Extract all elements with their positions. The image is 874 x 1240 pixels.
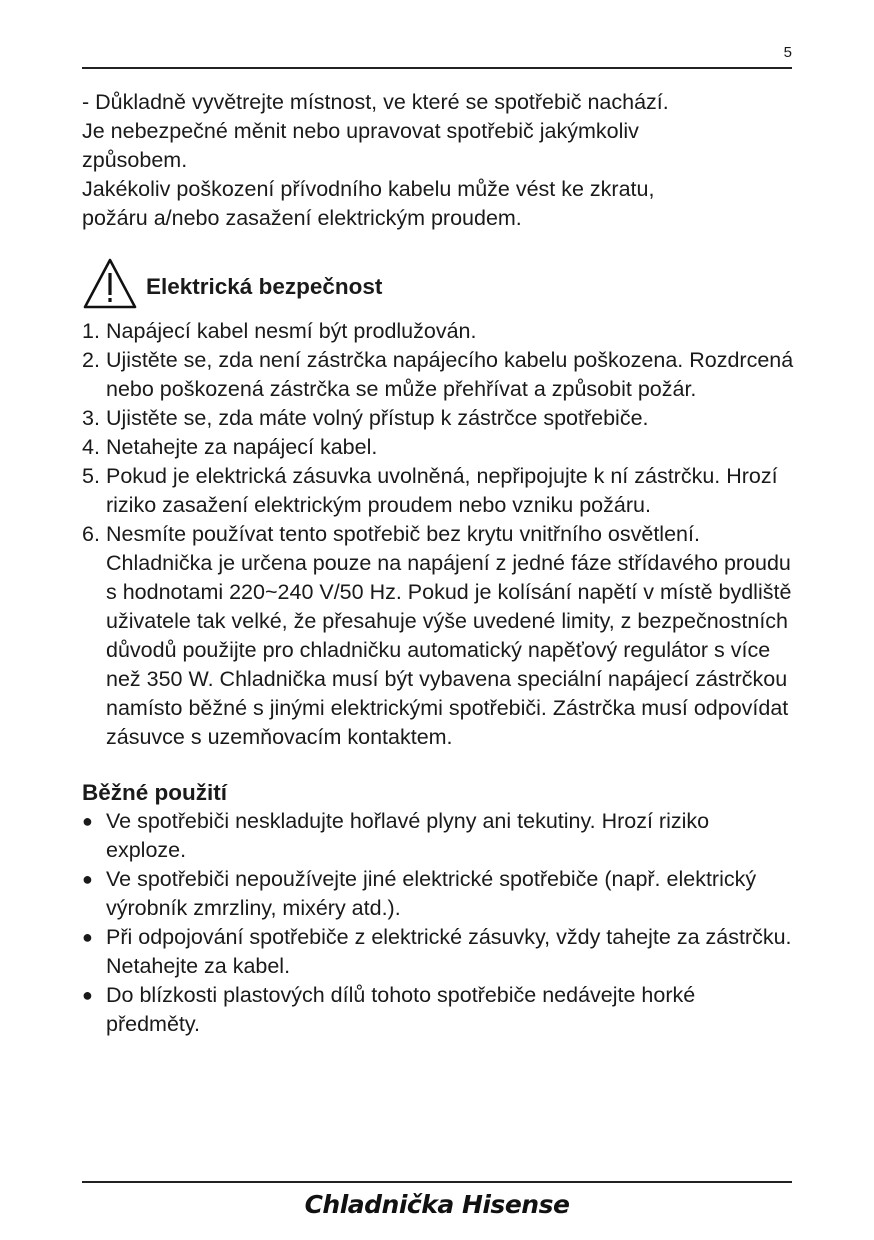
list-item bbox=[82, 317, 794, 346]
page-number: 5 bbox=[783, 44, 792, 61]
item-text: Do blízkosti plastových dílů tohoto spotřebiče nedávejte horké předměty. bbox=[106, 983, 696, 1036]
item-number: 2. bbox=[82, 348, 100, 372]
list-item bbox=[82, 865, 794, 923]
list-item bbox=[82, 462, 794, 520]
intro-line: Je nebezpečné měnit nebo upravovat spotřebič jakýmkoliv bbox=[82, 119, 639, 143]
intro-line: požáru a/nebo zasažení elektrickým proudem. bbox=[82, 206, 522, 230]
footer-brand-title: Chladnička Hisense bbox=[304, 1190, 570, 1219]
intro-paragraph bbox=[82, 88, 794, 233]
common-use-heading: Běžné použití bbox=[82, 780, 227, 805]
item-text: Při odpojování spotřebiče z elektrické zásuvky, vždy tahejte za zástrčku. Netahejte za kabel. bbox=[106, 925, 792, 978]
item-text: Napájecí kabel nesmí být prodlužován. bbox=[106, 319, 477, 343]
list-item bbox=[82, 404, 794, 433]
item-text: Ujistěte se, zda máte volný přístup k zástrčce spotřebiče. bbox=[106, 406, 649, 430]
list-item bbox=[82, 981, 794, 1039]
item-number: 1. bbox=[82, 319, 100, 343]
electrical-safety-heading bbox=[82, 257, 794, 311]
common-use-list bbox=[82, 807, 794, 1039]
item-number: 3. bbox=[82, 406, 100, 430]
bullet-icon: ● bbox=[82, 811, 93, 831]
item-text: Ve spotřebiči nepoužívejte jiné elektrické spotřebiče (např. elektrický výrobník zmrzliny, mixéry atd.). bbox=[106, 867, 757, 920]
item-number: 6. bbox=[82, 522, 100, 546]
intro-line: - Důkladně vyvětrejte místnost, ve které se spotřebič nachází. bbox=[82, 90, 669, 114]
section-title: Elektrická bezpečnost bbox=[146, 273, 383, 299]
intro-line: Jakékoliv poškození přívodního kabelu může vést ke zkratu, bbox=[82, 177, 655, 201]
list-item bbox=[82, 520, 794, 752]
item-text: Ve spotřebiči neskladujte hořlavé plyny ani tekutiny. Hrozí riziko exploze. bbox=[106, 809, 710, 862]
item-text: Nesmíte používat tento spotřebič bez krytu vnitřního osvětlení. Chladnička je určena pouze na napájení z jedné fáze střídavého proudu s hodnotami 220~240 V/50 Hz. Pokud je kolísání napětí v místě bydliště uživatele tak velké, že přesahuje výše uvedené limity, z bezpečnostních důvodů použijte pro chladničku automatický napěťový regulátor s více než 350 W. Chladnička musí být vybavena speciální napájecí zástrčkou namísto běžné s jinými elektrickými spotřebiči. Zástrčka musí odpovídat zásuvce s uzemňovacím kontaktem. bbox=[106, 522, 792, 749]
list-item bbox=[82, 923, 794, 981]
list-item bbox=[82, 807, 794, 865]
list-item bbox=[82, 433, 794, 462]
item-number: 4. bbox=[82, 435, 100, 459]
item-text: Netahejte za napájecí kabel. bbox=[106, 435, 378, 459]
intro-line: způsobem. bbox=[82, 148, 188, 172]
list-item bbox=[82, 346, 794, 404]
item-number: 5. bbox=[82, 464, 100, 488]
warning-triangle-icon bbox=[82, 257, 138, 311]
item-text: Pokud je elektrická zásuvka uvolněná, nepřipojujte k ní zástrčku. Hrozí riziko zasažení elektrickým proudem nebo vzniku požáru. bbox=[106, 464, 778, 517]
page-content bbox=[82, 88, 794, 1039]
header-divider bbox=[82, 67, 792, 69]
footer-divider bbox=[82, 1181, 792, 1183]
bullet-icon: ● bbox=[82, 985, 93, 1005]
bullet-icon: ● bbox=[82, 869, 93, 889]
item-text: Ujistěte se, zda není zástrčka napájecího kabelu poškozena. Rozdrcená nebo poškozená zástrčka se může přehřívat a způsobit požár. bbox=[106, 348, 794, 401]
electrical-safety-list bbox=[82, 317, 794, 752]
bullet-icon: ● bbox=[82, 927, 93, 947]
